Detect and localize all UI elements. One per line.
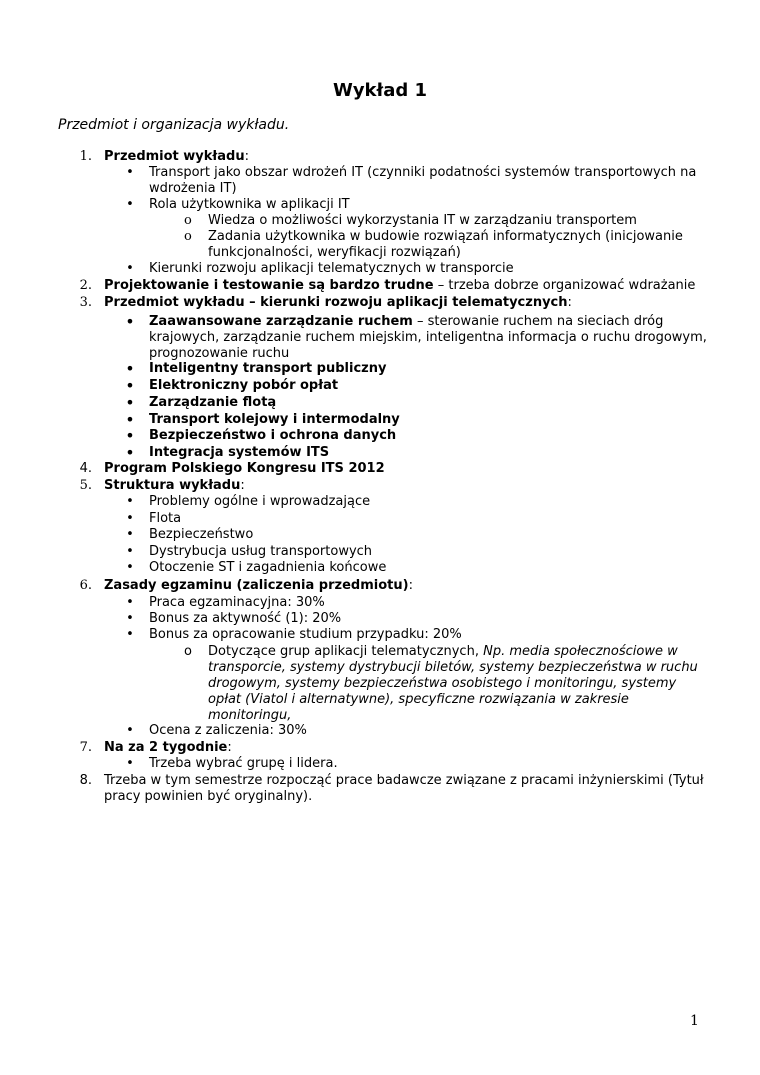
section-heading: Przedmiot wykładu: xyxy=(104,149,249,164)
section-heading: Zasady egzaminu (zaliczenia przedmiotu): xyxy=(104,578,413,593)
list-item: Dystrybucja usług transportowych xyxy=(149,544,373,559)
list-item: Zaawansowane zarządzanie ruchem – sterowanie ruchem na sieciach dróg xyxy=(149,314,664,329)
sub-list-item: Dotyczące grup aplikacji telematycznych, Np. media społecznościowe w xyxy=(208,644,678,659)
bullet-icon: • xyxy=(126,511,134,526)
subtitle: Przedmiot i organizacja wykładu. xyxy=(58,117,290,133)
bullet-icon: • xyxy=(126,756,134,771)
bullet-icon: • xyxy=(125,443,135,462)
bullet-icon: • xyxy=(126,197,134,212)
item-number: 7. xyxy=(79,740,92,755)
bullet-icon: • xyxy=(126,527,134,542)
paragraph-line-cont: pracy powinien być oryginalny). xyxy=(104,789,313,804)
sub-list-item-cont: monitoringu, xyxy=(208,708,292,723)
list-item: Otoczenie ST i zagadnienia końcowe xyxy=(149,560,387,575)
list-item: Integracja systemów ITS xyxy=(149,445,330,460)
bullet-icon: • xyxy=(126,261,134,276)
bullet-icon: • xyxy=(126,544,134,559)
list-item-cont: prognozowanie ruchu xyxy=(149,346,290,361)
bullet-icon: • xyxy=(125,312,135,331)
item-number: 4. xyxy=(79,461,92,476)
list-item: Kierunki rozwoju aplikacji telematycznych w transporcie xyxy=(149,261,514,276)
paragraph-line: Trzeba w tym semestrze rozpocząć prace badawcze związane z pracami inżynierskimi (Tytuł xyxy=(104,773,704,788)
sub-list-item: Zadania użytkownika w budowie rozwiązań informatycznych (inicjowanie xyxy=(208,229,683,244)
bullet-icon: • xyxy=(125,393,135,412)
bullet-icon: • xyxy=(125,410,135,429)
list-item: Zarządzanie flotą xyxy=(149,395,277,410)
bullet-icon: • xyxy=(126,595,134,610)
item-number: 2. xyxy=(79,278,92,293)
list-item: Bezpieczeństwo i ochrona danych xyxy=(149,428,397,443)
bullet-icon: • xyxy=(126,494,134,509)
list-item: Bonus za aktywność (1): 20% xyxy=(149,611,342,626)
bullet-icon: • xyxy=(125,426,135,445)
sub-bullet-icon: o xyxy=(184,644,192,659)
sub-list-item-cont: transporcie, systemy dystrybucji biletów, systemy bezpieczeństwa w ruchu xyxy=(208,660,698,675)
bullet-icon: • xyxy=(126,627,134,642)
bullet-icon: • xyxy=(126,723,134,738)
item-number: 1. xyxy=(79,149,92,164)
section-heading: Struktura wykładu: xyxy=(104,478,245,493)
list-item: Flota xyxy=(149,511,182,526)
list-item: Praca egzaminacyjna: 30% xyxy=(149,595,325,610)
list-item: Elektroniczny pobór opłat xyxy=(149,378,339,393)
bullet-icon: • xyxy=(126,560,134,575)
list-item: Bonus za opracowanie studium przypadku: 20% xyxy=(149,627,462,642)
list-item: Transport jako obszar wdrożeń IT (czynniki podatności systemów transportowych na xyxy=(149,165,697,180)
sub-list-item: Wiedza o możliwości wykorzystania IT w zarządzaniu transportem xyxy=(208,213,637,228)
section-heading: Przedmiot wykładu – kierunki rozwoju aplikacji telematycznych: xyxy=(104,295,572,310)
item-number: 8. xyxy=(79,773,92,788)
list-item: Transport kolejowy i intermodalny xyxy=(149,412,400,427)
sub-list-item-cont: drogowym, systemy bezpieczeństwa osobistego i monitoringu, systemy xyxy=(208,676,677,691)
bullet-icon: • xyxy=(125,359,135,378)
bullet-icon: • xyxy=(126,165,134,180)
list-item: Ocena z zaliczenia: 30% xyxy=(149,723,307,738)
item-number: 5. xyxy=(79,478,92,493)
list-item: Rola użytkownika w aplikacji IT xyxy=(149,197,350,212)
sub-list-item-cont: funkcjonalności, weryfikacji rozwiązań) xyxy=(208,245,461,260)
bullet-icon: • xyxy=(126,611,134,626)
list-item-cont: wdrożenia IT) xyxy=(149,181,237,196)
list-item: Bezpieczeństwo xyxy=(149,527,254,542)
list-item: Inteligentny transport publiczny xyxy=(149,361,387,376)
page-number: 1 xyxy=(690,1013,699,1029)
sub-bullet-icon: o xyxy=(184,229,192,244)
section-heading: Program Polskiego Kongresu ITS 2012 xyxy=(104,461,385,476)
section-heading: Na za 2 tygodnie: xyxy=(104,740,232,755)
bullet-icon: • xyxy=(125,376,135,395)
item-number: 3. xyxy=(79,295,92,310)
section-heading: Projektowanie i testowanie są bardzo trudne – trzeba dobrze organizować wdrażanie xyxy=(104,278,696,293)
sub-bullet-icon: o xyxy=(184,213,192,228)
sub-list-item-cont: opłat (Viatol i alternatywne), specyficzne rozwiązania w zakresie xyxy=(208,692,629,707)
list-item: Trzeba wybrać grupę i lidera. xyxy=(149,756,338,771)
list-item-cont: krajowych, zarządzanie ruchem miejskim, inteligentna informacja o ruchu drogowym, xyxy=(149,330,707,345)
page-title: Wykład 1 xyxy=(332,80,428,101)
list-item: Problemy ogólne i wprowadzające xyxy=(149,494,371,509)
item-number: 6. xyxy=(79,578,92,593)
